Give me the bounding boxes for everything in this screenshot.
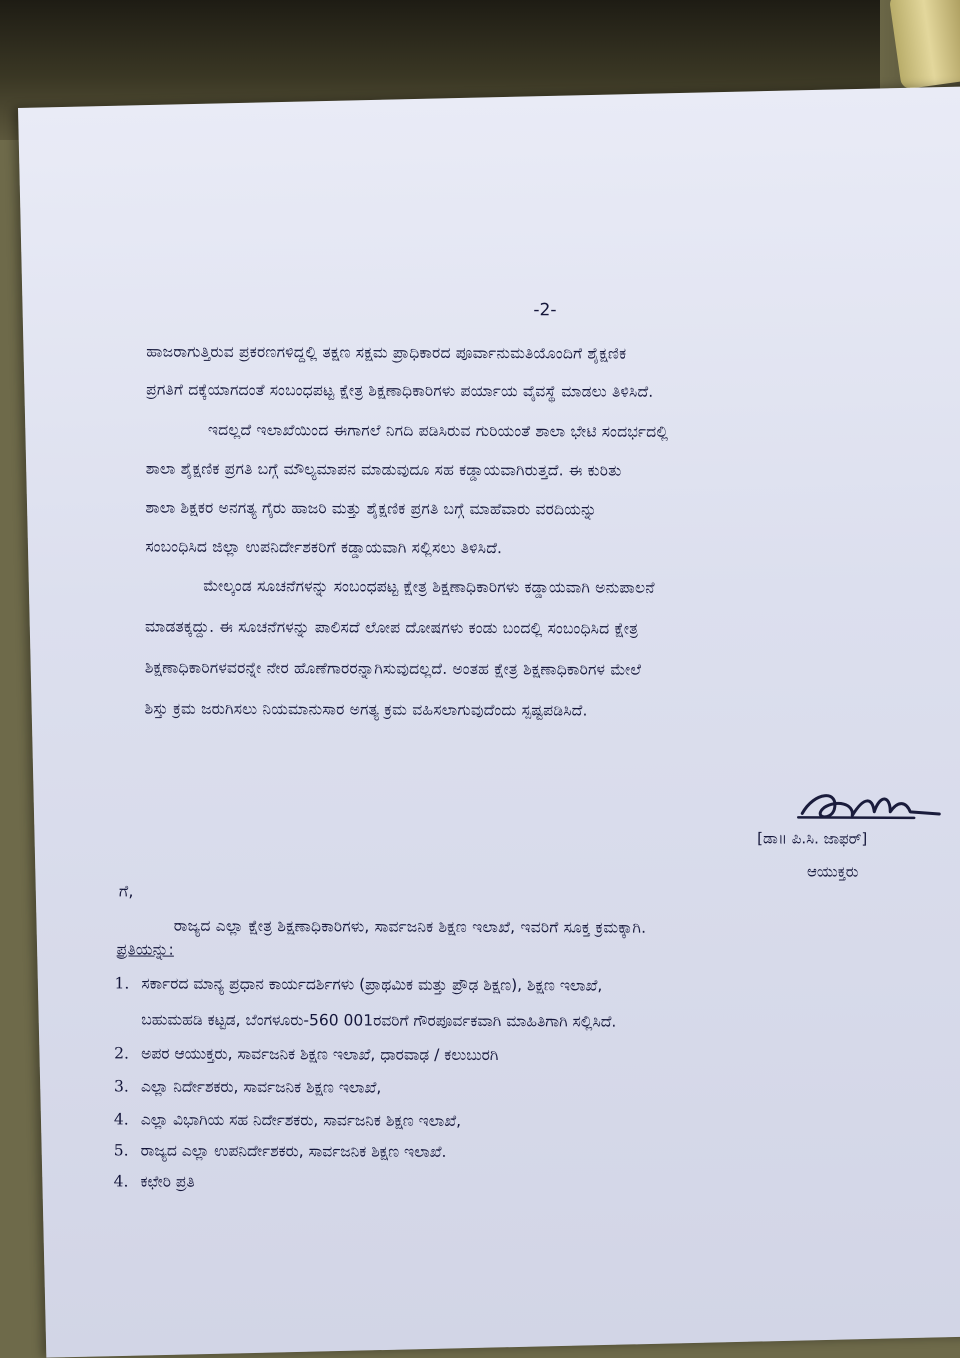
page-number: -2- xyxy=(533,300,556,320)
body-line: ಶಾಲಾ ಶೈಕ್ಷಣಿಕ ಪ್ರಗತಿ ಬಗ್ಗೆ ಮೌಲ್ಯಮಾಪನ ಮಾಡುವುದೂ ಸಹ ಕಡ್ಡಾಯವಾಗಿರುತ್ತದೆ. ಈ ಕುರಿತು xyxy=(146,460,622,481)
body-line: ಶಿಕ್ಷಣಾಧಿಕಾರಿಗಳವರನ್ನೇ ನೇರ ಹೊಣೆಗಾರರನ್ನಾಗಿಸುವುದಲ್ಲದೆ. ಅಂತಹ ಕ್ಷೇತ್ರ ಶಿಕ್ಷಣಾಧಿಕಾರಿಗಳ ಮೇಲೆ xyxy=(145,659,641,680)
body-line: ಪ್ರಗತಿಗೆ ದಕ್ಕೆಯಾಗದಂತೆ ಸಂಬಂಧಪಟ್ಟ ಕ್ಷೇತ್ರ ಶಿಕ್ಷಣಾಧಿಕಾರಿಗಳು ಪರ್ಯಾಯ ವೈವಸ್ಥೆ ಮಾಡಲು ತಿಳಿಸಿದೆ. xyxy=(146,381,653,402)
to-label: ಗೆ, xyxy=(119,881,134,901)
copy-item xyxy=(114,974,602,995)
body-line: ಹಾಜರಾಗುತ್ತಿರುವ ಪ್ರಕರಣಗಳಿದ್ದಲ್ಲಿ ತಕ್ಷಣ ಸಕ್ಷಮ ಪ್ರಾಧಿಕಾರದ ಪೂರ್ವಾನುಮತಿಯೊಂದಿಗೆ ಶೈಕ್ಷಣಿಕ xyxy=(146,343,626,364)
copy-item xyxy=(114,1172,195,1191)
copy-item-number: 2. xyxy=(114,1044,136,1062)
recipients-line: ರಾಜ್ಯದ ಎಲ್ಲಾ ಕ್ಷೇತ್ರ ಶಿಕ್ಷಣಾಧಿಕಾರಿಗಳು, ಸಾರ್ವಜನಿಕ ಶಿಕ್ಷಣ ಇಲಾಖೆ, ಇವರಿಗೆ ಸೂಕ್ತ ಕ್ರಮಕ್ಕಾಗಿ. xyxy=(174,917,647,938)
copy-item-number: 5. xyxy=(114,1141,136,1159)
copy-item-number: 1. xyxy=(114,974,136,992)
signatory-name: [ಡಾ॥ ಪಿ.ಸಿ. ಜಾಫರ್] xyxy=(757,829,867,847)
body-line: ಮಾಡತಕ್ಕದ್ದು. ಈ ಸೂಚನೆಗಳನ್ನು ಪಾಲಿಸದೆ ಲೋಪ ದೋಷಗಳು ಕಂಡು ಬಂದಲ್ಲಿ ಸಂಬಂಧಿಸಿದ ಕ್ಷೇತ್ರ xyxy=(145,618,638,639)
copy-item-text: ಬಹುಮಹಡಿ ಕಟ್ಟಡ, ಬೆಂಗಳೂರು-560 001ರವರಿಗೆ ಗೌರಪೂರ್ವಕವಾಗಿ ಮಾಹಿತಿಗಾಗಿ ಸಲ್ಲಿಸಿದೆ. xyxy=(141,1011,616,1031)
copy-item xyxy=(114,1010,616,1031)
body-line: ಇದಲ್ಲದೆ ಇಲಾಖೆಯಿಂದ ಈಗಾಗಲೆ ನಿಗದಿ ಪಡಿಸಿರುವ ಗುರಿಯಂತೆ ಶಾಲಾ ಭೇಟಿ ಸಂದರ್ಭದಲ್ಲಿ xyxy=(208,421,668,442)
copy-item-text: ಸರ್ಕಾರದ ಮಾನ್ಯ ಪ್ರಧಾನ ಕಾರ್ಯದರ್ಶಿಗಳು (ಪ್ರಾಥಮಿಕ ಮತ್ತು ಪ್ರೌಢ ಶಿಕ್ಷಣ), ಶಿಕ್ಷಣ ಇಲಾಖೆ, xyxy=(141,975,602,995)
copy-item-text: ರಾಜ್ಯದ ಎಲ್ಲಾ ಉಪನಿರ್ದೇಶಕರು, ಸಾರ್ವಜನಿಕ ಶಿಕ್ಷಣ ಇಲಾಖೆ. xyxy=(141,1142,447,1161)
body-line: ಶಿಸ್ತು ಕ್ರಮ ಜರುಗಿಸಲು ನಿಯಮಾನುಸಾರ ಅಗತ್ಯ ಕ್ರಮ ವಹಿಸಲಾಗುವುದೆಂದು ಸ್ಪಷ್ಟಪಡಿಸಿದೆ. xyxy=(145,700,588,721)
copy-item-number: 4. xyxy=(114,1110,136,1128)
copy-item xyxy=(114,1077,381,1097)
body-line: ಶಾಲಾ ಶಿಕ್ಷಕರ ಅನಗತ್ಯ ಗೈರು ಹಾಜರಿ ಮತ್ತು ಶೈಕ್ಷಣಿಕ ಪ್ರಗತಿ ಬಗ್ಗೆ ಮಾಹೆವಾರು ವರದಿಯನ್ನು xyxy=(146,499,597,520)
copy-item-text: ಎಲ್ಲಾ ನಿರ್ದೇಶಕರು, ಸಾರ್ವಜನಿಕ ಶಿಕ್ಷಣ ಇಲಾಖೆ, xyxy=(141,1078,381,1097)
body-line: ಮೇಲ್ಕಂಡ ಸೂಚನೆಗಳನ್ನು ಸಂಬಂಧಪಟ್ಟ ಕ್ಷೇತ್ರ ಶಿಕ್ಷಣಾಧಿಕಾರಿಗಳು ಕಡ್ಡಾಯವಾಗಿ ಅನುಪಾಲನೆ xyxy=(203,577,655,598)
copy-label: ಪ್ರತಿಯನ್ನು: xyxy=(117,940,174,959)
body-line: ಸಂಬಂಧಿಸಿದ ಜಿಲ್ಲಾ ಉಪನಿರ್ದೇಶಕರಿಗೆ ಕಡ್ಡಾಯವಾಗಿ ಸಲ್ಲಿಸಲು ತಿಳಿಸಿದೆ. xyxy=(145,538,502,559)
copy-item xyxy=(114,1110,461,1131)
copy-item-number: 3. xyxy=(114,1077,136,1095)
signatory-designation: ಆಯುಕ್ತರು xyxy=(807,862,859,880)
copy-item xyxy=(114,1141,447,1161)
copy-item-text: ಅಪರ ಆಯುಕ್ತರು, ಸಾರ್ವಜನಿಕ ಶಿಕ್ಷಣ ಇಲಾಖೆ, ಧಾರವಾಢ / ಕಲುಬುರಗಿ xyxy=(141,1045,498,1065)
copy-item-number: 4. xyxy=(114,1172,136,1190)
copy-item-text: ಕಛೇರಿ ಪ್ರತಿ xyxy=(141,1173,195,1191)
copy-item xyxy=(114,1044,498,1065)
copy-item-text: ಎಲ್ಲಾ ವಿಭಾಗಿಯ ಸಹ ನಿರ್ದೇಶಕರು, ಸಾರ್ವಜನಿಕ ಶಿಕ್ಷಣ ಇಲಾಖೆ, xyxy=(141,1111,461,1130)
